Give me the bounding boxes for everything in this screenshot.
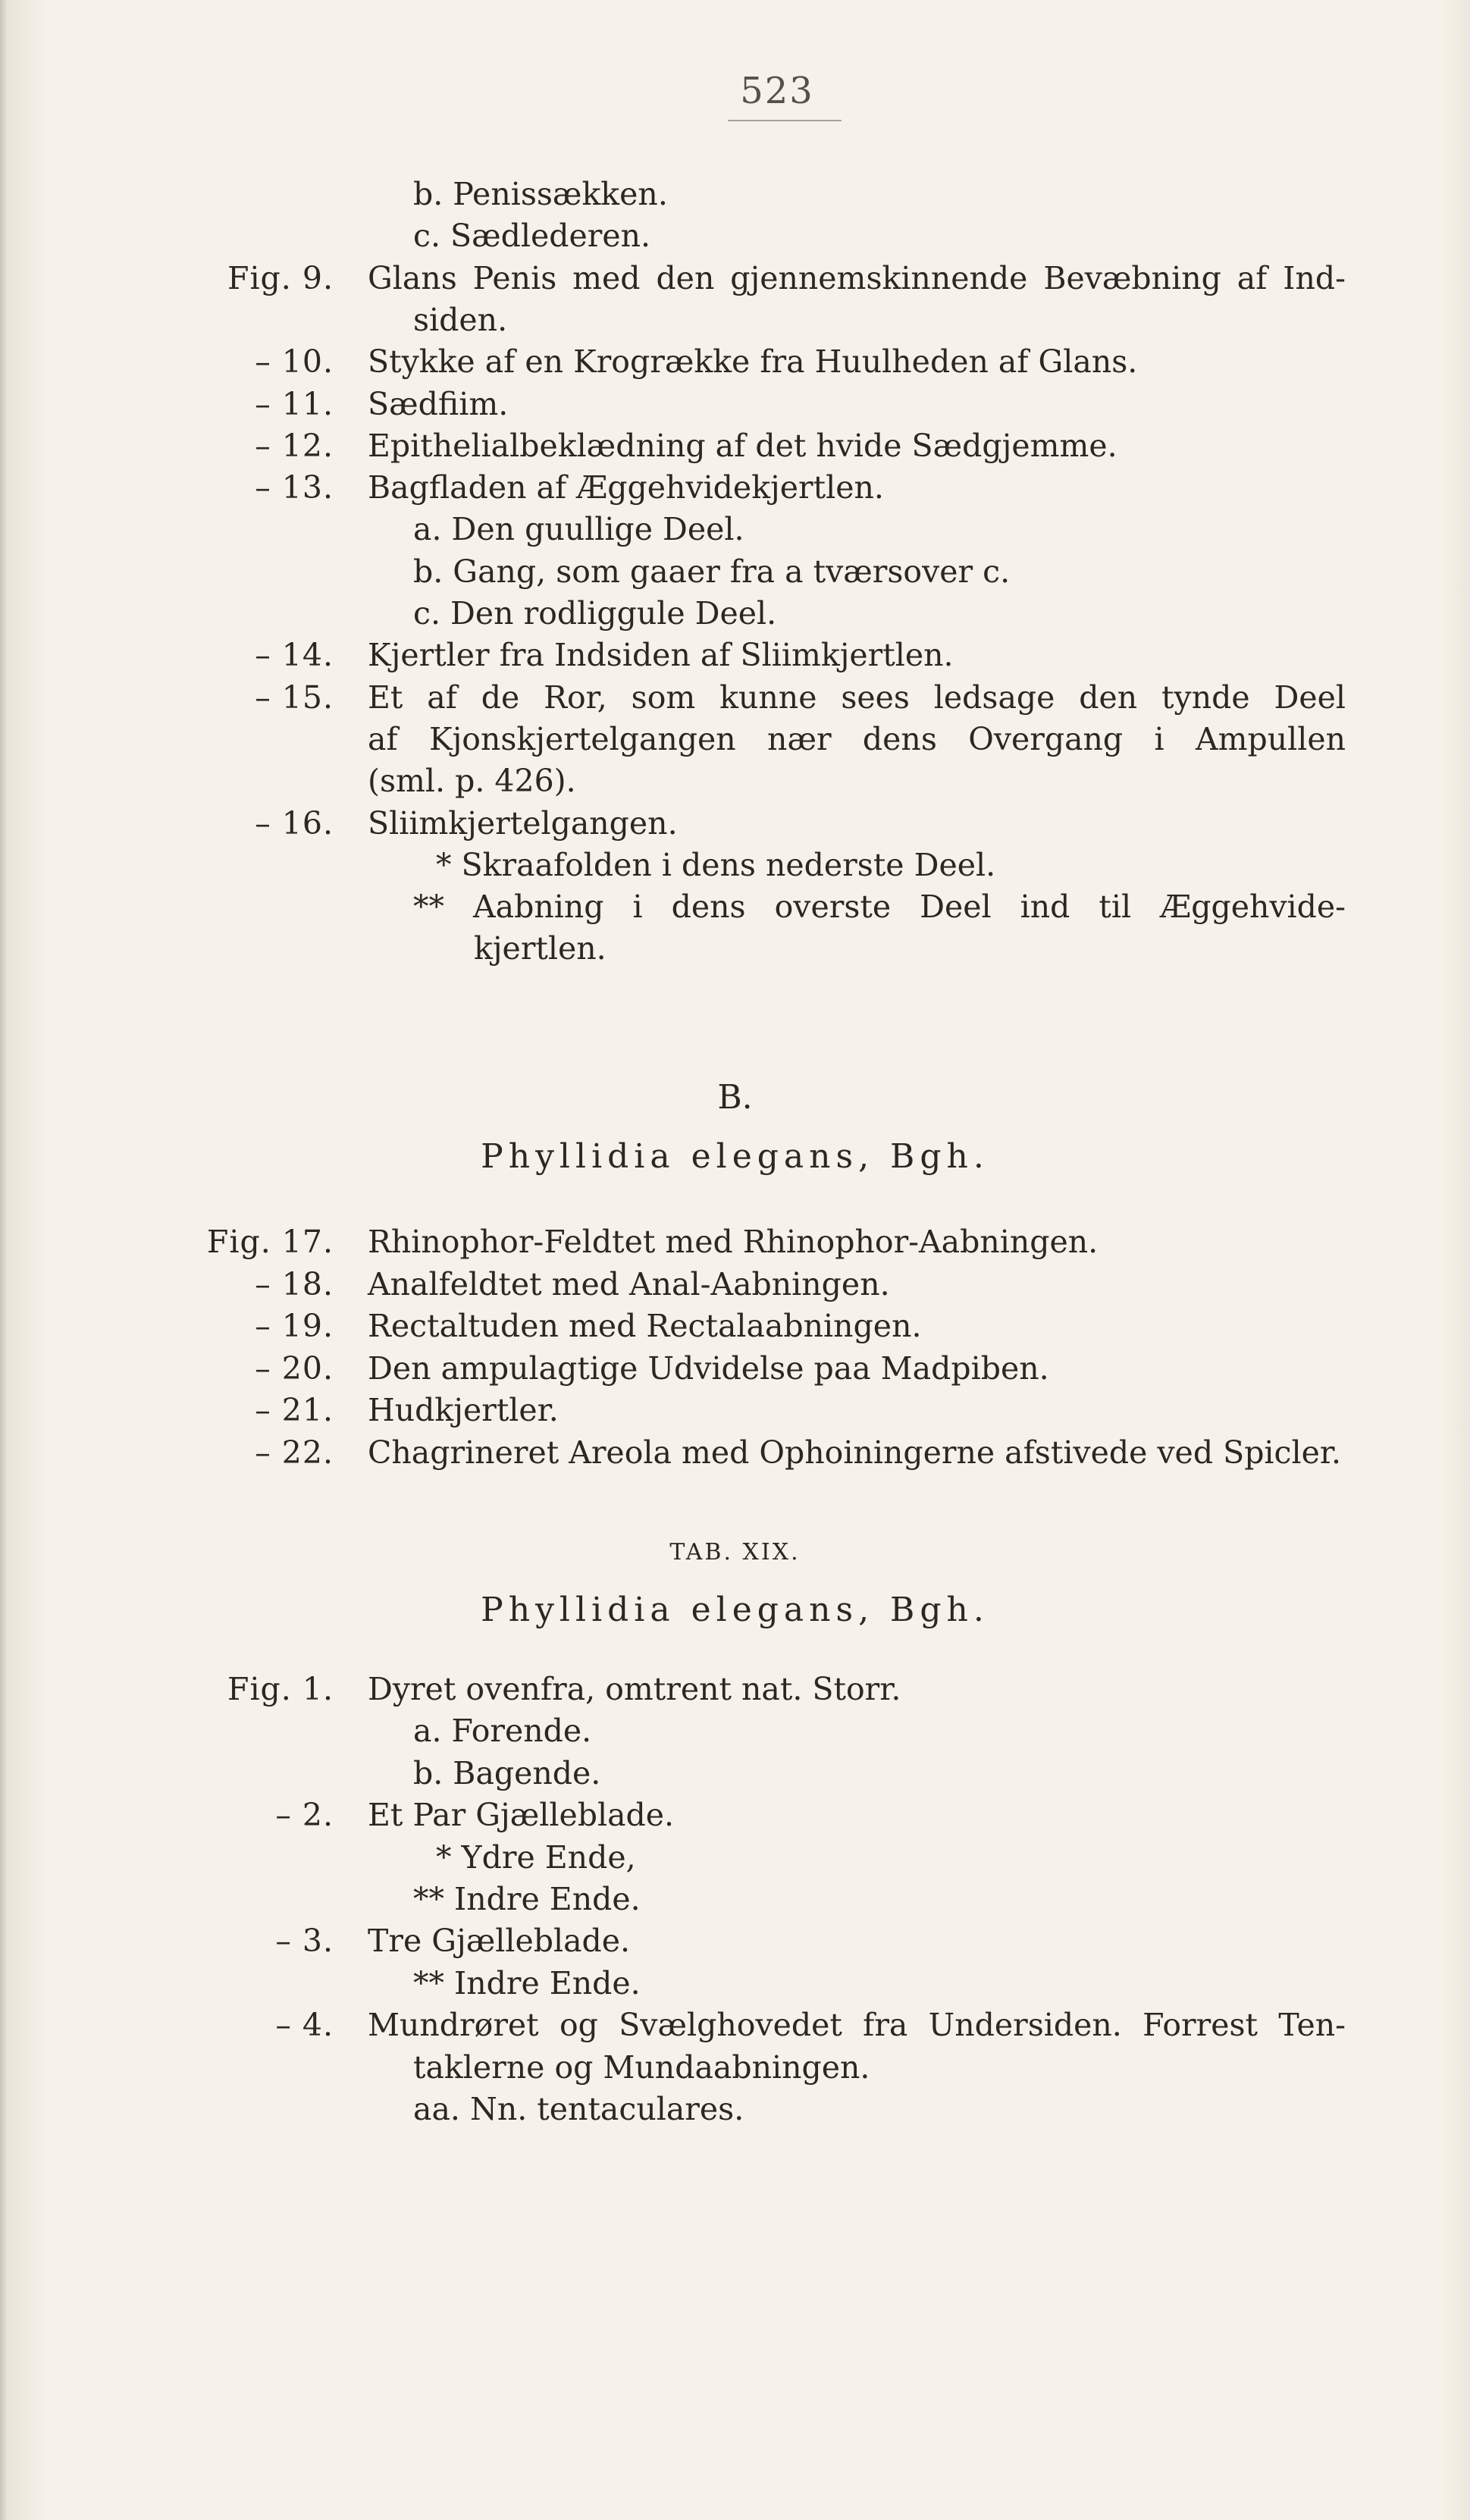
legend-line (0, 718, 1470, 760)
section-letter: B. (717, 1078, 753, 1117)
figure-number: – 11. (255, 386, 334, 422)
legend-line (0, 927, 1470, 970)
page-number-rule (728, 120, 842, 121)
legend-text: ** Indre Ende. (413, 1965, 641, 2001)
legend-line (0, 1752, 1470, 1794)
legend-line (0, 383, 1470, 425)
legend-text: siden. (413, 302, 508, 338)
legend-text: (sml. p. 426). (368, 763, 576, 799)
legend-text: Bagfladen af Æggehvidekjertlen. (368, 469, 884, 506)
figure-number: – 14. (255, 637, 334, 673)
legend-line (0, 1710, 1470, 1752)
section-title: Phyllidia elegans, Bgh. (481, 1137, 989, 1176)
legend-text: a. Forende. (413, 1713, 592, 1749)
legend-text: Tre Gjælleblade. (368, 1923, 631, 1959)
legend-text: taklerne og Mundaabningen. (413, 2049, 870, 2086)
legend-text: * Ydre Ende, (436, 1839, 636, 1876)
legend-line (0, 1431, 1470, 1474)
legend-text: Den ampulagtige Udvidelse paa Madpiben. (368, 1350, 1049, 1387)
legend-line (0, 2004, 1470, 2046)
figure-number: Fig. 9. (227, 260, 334, 296)
legend-line (0, 1836, 1470, 1879)
legend-line (0, 1920, 1470, 1962)
figure-number: – 3. (275, 1923, 334, 1959)
legend-line (0, 299, 1470, 341)
figure-number: – 12. (255, 428, 334, 464)
legend-text: Stykke af en Krogrække fra Huulheden af Glans. (368, 343, 1138, 380)
legend-text: Et af de Ror, som kunne sees ledsage den tynde Deel (368, 679, 1346, 716)
legend-text: c. Sædlederen. (413, 218, 651, 254)
legend-text: Rhinophor-Feldtet med Rhinophor-Aabningen. (368, 1224, 1099, 1260)
legend-line (0, 215, 1470, 257)
legend-line (0, 1878, 1470, 1920)
legend-text: Hudkjertler. (368, 1392, 559, 1428)
legend-text: b. Gang, som gaaer fra a tværsover c. (413, 553, 1011, 590)
legend-line (0, 508, 1470, 550)
legend-line (0, 1305, 1470, 1347)
legend-line (0, 592, 1470, 635)
legend-text: b. Bagende. (413, 1755, 601, 1791)
legend-text: af Kjonskjertelgangen nær dens Overgang i Ampullen (368, 721, 1346, 757)
legend-text: aa. Nn. tentaculares. (413, 2091, 744, 2127)
legend-line (0, 2088, 1470, 2130)
legend-line (0, 885, 1470, 928)
legend-text: Kjertler fra Indsiden af Sliimkjertlen. (368, 637, 954, 673)
figure-number: – 22. (255, 1434, 334, 1471)
figure-number: – 2. (275, 1797, 334, 1833)
legend-text: Mundrøret og Svælghovedet fra Undersiden. Forrest Ten- (368, 2007, 1346, 2043)
legend-text: ** Indre Ende. (413, 1881, 641, 1917)
legend-line (0, 466, 1470, 509)
figure-number: – 4. (275, 2007, 334, 2043)
plate-label: TAB. XIX. (669, 1539, 801, 1566)
figure-number: – 13. (255, 469, 334, 506)
figure-number: – 18. (255, 1266, 334, 1302)
legend-line (0, 1221, 1470, 1263)
legend-line (0, 676, 1470, 719)
legend-line (0, 1347, 1470, 1390)
legend-text: Glans Penis med den gjennemskinnende Bevæbning af Ind- (368, 260, 1346, 296)
legend-text: Et Par Gjælleblade. (368, 1797, 675, 1833)
figure-number: – 21. (255, 1392, 334, 1428)
legend-line (0, 2046, 1470, 2089)
legend-line (0, 550, 1470, 593)
legend-text: Rectaltuden med Rectalaabningen. (368, 1308, 922, 1344)
legend-text: Chagrineret Areola med Ophoiningerne afstivede ved Spicler. (368, 1434, 1342, 1471)
figure-number: – 20. (255, 1350, 334, 1387)
legend-line (0, 340, 1470, 383)
figure-number: – 10. (255, 343, 334, 380)
legend-line (0, 1263, 1470, 1305)
legend-text: c. Den rodliggule Deel. (413, 595, 777, 632)
legend-line (0, 257, 1470, 299)
legend-line (0, 1389, 1470, 1431)
legend-text: Sliimkjertelgangen. (368, 805, 678, 842)
legend-line (0, 844, 1470, 886)
legend-line (0, 802, 1470, 845)
legend-text: Dyret ovenfra, omtrent nat. Storr. (368, 1671, 901, 1707)
figure-number: – 15. (255, 679, 334, 716)
legend-line (0, 634, 1470, 676)
legend-text: b. Penissækken. (413, 176, 668, 212)
legend-line (0, 1794, 1470, 1836)
legend-text: * Skraafolden i dens nederste Deel. (436, 847, 996, 883)
figure-number: Fig. 17. (206, 1224, 334, 1260)
plate-title: Phyllidia elegans, Bgh. (481, 1591, 989, 1629)
legend-line (0, 425, 1470, 467)
figure-number: – 19. (255, 1308, 334, 1344)
page-number: 523 (740, 70, 814, 112)
legend-text: Epithelialbeklædning af det hvide Sædgjemme. (368, 428, 1117, 464)
legend-text: Sædfiim. (368, 386, 509, 422)
legend-text: a. Den guullige Deel. (413, 511, 744, 547)
legend-line (0, 1962, 1470, 2004)
figure-number: – 16. (255, 805, 334, 842)
legend-line (0, 1668, 1470, 1710)
legend-text: Analfeldtet med Anal-Aabningen. (368, 1266, 890, 1302)
legend-text: ** Aabning i dens overste Deel ind til Æggehvide- (413, 889, 1346, 925)
figure-number: Fig. 1. (227, 1671, 334, 1707)
legend-line (0, 760, 1470, 802)
legend-line (0, 173, 1470, 215)
legend-text: kjertlen. (474, 930, 606, 967)
